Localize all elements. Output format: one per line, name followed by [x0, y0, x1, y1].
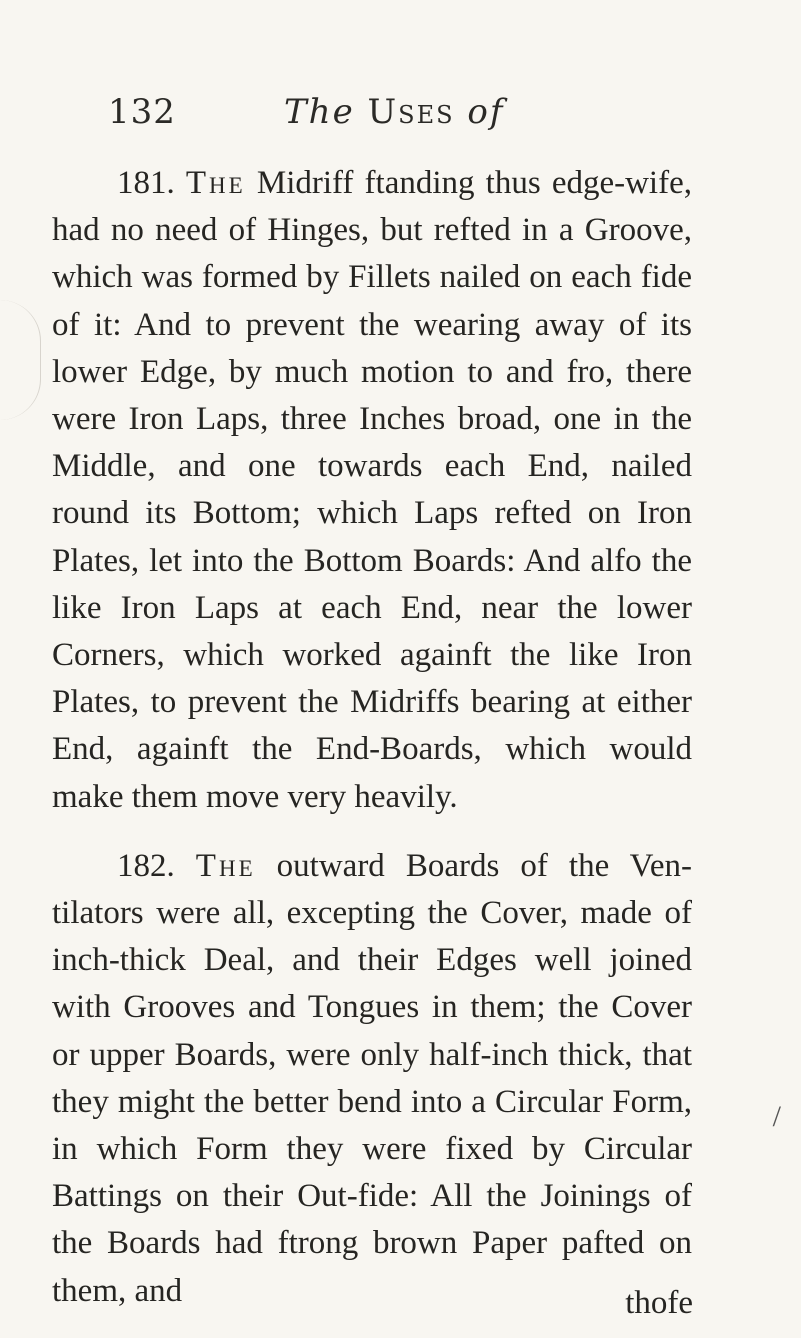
paragraph-number: 182.: [117, 847, 175, 884]
running-title: [284, 92, 504, 132]
running-title-of: of: [467, 92, 505, 132]
page-number: 132: [108, 92, 176, 132]
catchword: thofe: [625, 1285, 693, 1321]
running-title-uses: Uses: [367, 92, 455, 132]
running-head: [108, 92, 708, 142]
margin-mark: /: [772, 1100, 781, 1133]
running-title-the: The: [284, 92, 355, 132]
paragraph-text: outward Boards of the Ven-tilators were all, excepting the Cover, made of inch-thick Deal, and their Edges well joined with Grooves and Tongues in them; the Cover or upper Boards, were only half-inch thick, that they might the better bend into a Circular Form, in which Form they were fixed by Circular Battings on their Out-fide: All the Joinings of the Boards had ftrong brown Paper pafted on them, and: [52, 847, 692, 1309]
paragraph-181: [52, 160, 692, 821]
paragraph-182: [52, 843, 692, 1315]
paragraph-lead-word: The: [195, 847, 256, 884]
paragraph-lead-word: The: [185, 165, 246, 201]
page-curl-mark: [0, 300, 41, 420]
paragraph-number: 181.: [117, 165, 175, 201]
paragraph-text: Midriff ftanding thus edge-wife, had no need of Hinges, but refted in a Groove, which was formed by Fillets nailed on each fide of it: And to prevent the wearing away of its lower Edge, by much motion to and fro, there were Iron Laps, three Inches broad, one in the Middle, and one towards each End, nailed round its Bottom; which Laps refted on Iron Plates, let into the Bottom Boards: And alfo the like Iron Laps at each End, near the lower Corners, which worked againft the like Iron Plates, to prevent the Midriffs bearing at either End, againft the End-Boards, which would make them move very heavily.: [52, 165, 692, 815]
body-text: [52, 160, 692, 1315]
